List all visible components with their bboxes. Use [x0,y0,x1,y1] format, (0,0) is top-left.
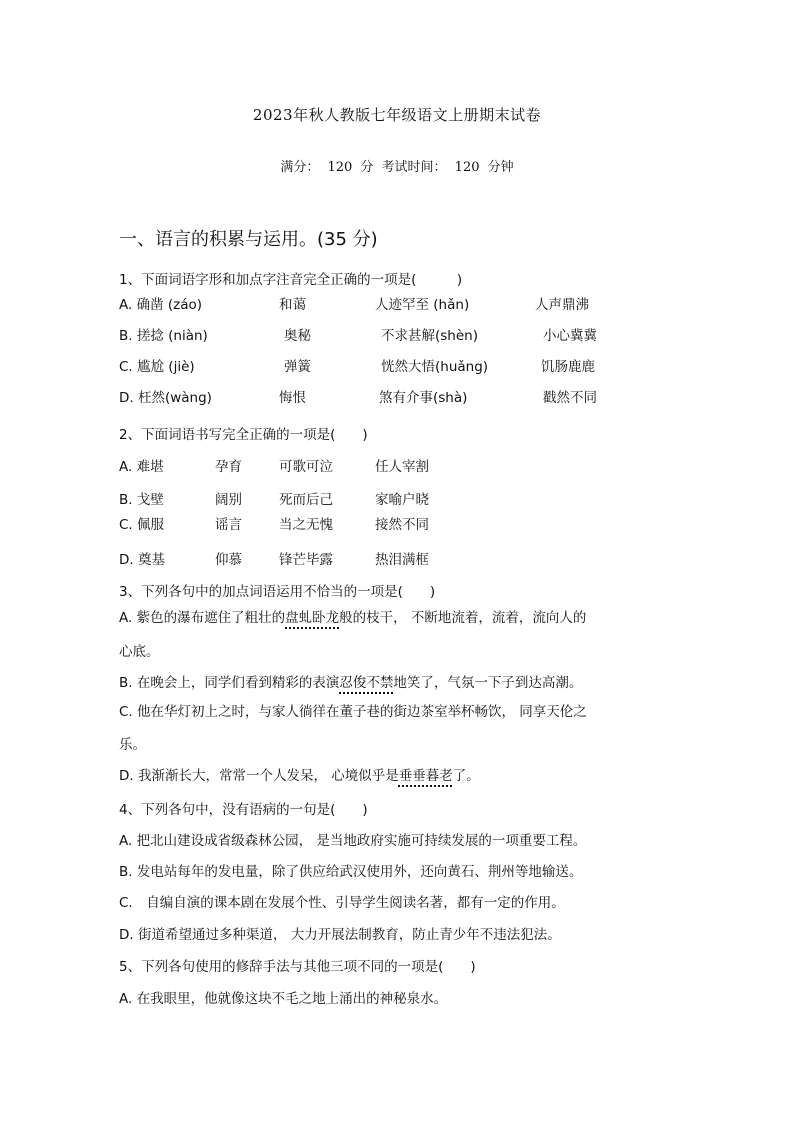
question-3-option-b [119,671,582,691]
option-cell: 家喻户晓 [375,492,429,508]
option-cell: 饥肠鹿鹿 [541,359,595,375]
option-cell: 阔别 [215,492,242,508]
option-text: 地笑了，气氛一下子到达高潮。 [393,675,583,691]
option-cell: D. 枉然(wàng) [119,390,212,406]
option-cell: 谣言 [215,517,242,533]
section-heading: 一、语言的积累与运用。(35 分) [119,229,378,250]
option-cell: 人声鼎沸 [535,297,589,313]
option-cell: 仰慕 [215,552,242,568]
question-4-option-b: B. 发电站每年的发电量，除了供应给武汉使用外，还向黄石、荆州等地输送。 [119,864,583,880]
question-2-stem: 2、下面词语书写完全正确的一项是( ) [119,427,368,443]
dotted-term: 忍俊不禁 [339,675,394,691]
option-cell: B. 戈壁 [119,492,164,508]
question-3-option-c: C. 他在华灯初上之时，与家人徜徉在董子巷的街边茶室举杯畅饮， 同享天伦之 [119,704,587,720]
option-cell: 可歌可泣 [279,459,333,475]
option-cell: 不求甚解(shèn) [381,328,478,344]
option-cell: C. 尴尬 (jiè) [119,359,195,375]
question-5-option-a: A. 在我眼里，他就像这块不毛之地上涌出的神秘泉水。 [119,991,448,1007]
option-cell: 和蔼 [279,297,306,313]
question-4-option-d: D. 街道希望通过多种渠道， 大力开展法制教育，防止青少年不违法犯法。 [119,927,561,943]
option-cell: C. 佩服 [119,517,165,533]
option-cell: A. 难堪 [119,459,164,475]
option-cell: 奥秘 [284,328,311,344]
option-text: A. 紫色的瀑布遮住了粗壮的 [119,610,286,626]
option-text: 了。 [452,768,480,784]
option-cell: 悔恨 [279,390,306,406]
dotted-term: 盘虬卧龙 [285,610,340,626]
question-3-option-c-cont: 乐。 [119,737,146,753]
option-cell: 接然不同 [375,517,429,533]
option-cell: 戳然不同 [543,390,597,406]
exam-title: 2023年秋人教版七年级语文上册期末试卷 [252,106,542,124]
question-3-stem: 3、下列各句中的加点词语运用不恰当的一项是( ) [119,584,436,600]
option-cell: 孕育 [215,459,242,475]
question-4-stem: 4、下列各句中，没有语病的一句是( ) [119,802,368,818]
option-cell: 热泪满框 [375,552,429,568]
option-cell: 恍然大悟(huǎng) [381,359,489,375]
option-cell: 人迹罕至 (hǎn) [375,297,470,313]
question-1-stem: 1、下面词语字形和加点字注音完全正确的一项是( ) [119,272,463,288]
option-cell: B. 搓捻 (niàn) [119,328,208,344]
question-4-option-a: A. 把北山建设成省级森林公园， 是当地政府实施可持续发展的一项重要工程。 [119,833,587,849]
question-3-option-a [119,606,586,626]
question-3-option-a-cont: 心底。 [119,644,160,660]
exam-meta: 满分： 120 分 考试时间： 120 分钟 [280,160,514,175]
option-cell: D. 奠基 [119,552,165,568]
option-cell: 死而后己 [279,492,333,508]
option-cell: 当之无愧 [279,517,333,533]
option-text: D. 我渐渐长大，常常一个人发呆， 心境似乎是 [119,768,399,784]
question-3-option-d [119,764,480,784]
option-cell: 任人宰割 [375,459,429,475]
dotted-term: 垂垂暮老 [398,768,453,784]
option-cell: 小心冀冀 [543,328,597,344]
question-4-option-c: C. 自编自演的课本剧在发展个性、引导学生阅读名著，都有一定的作用。 [119,895,565,911]
option-cell: A. 确凿 (záo) [119,297,203,313]
question-5-stem: 5、下列各句使用的修辞手法与其他三项不同的一项是( ) [119,959,476,975]
option-text: 般的枝干， 不断地流着，流着，流向人的 [339,610,587,626]
option-cell: 煞有介事(shà) [379,390,468,406]
option-cell: 弹簧 [284,359,311,375]
option-text: B. 在晚会上，同学们看到精彩的表演 [119,675,340,691]
option-cell: 锋芒毕露 [279,552,333,568]
